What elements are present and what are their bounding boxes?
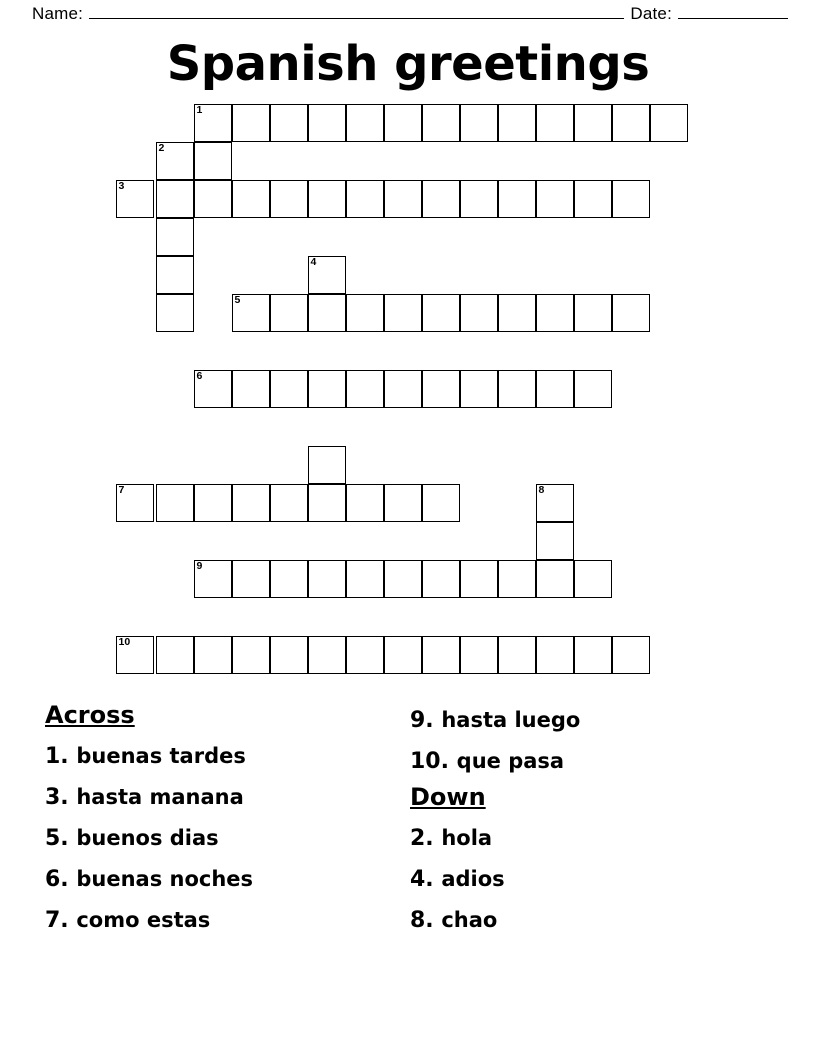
crossword-cell[interactable]: [384, 104, 422, 142]
crossword-grid: [0, 104, 816, 694]
crossword-cell[interactable]: [574, 104, 612, 142]
clue-list: [45, 700, 775, 950]
crossword-cell[interactable]: [536, 522, 574, 560]
clue-text: chao: [441, 908, 498, 932]
crossword-cell[interactable]: [460, 560, 498, 598]
clue-text: adios: [441, 867, 505, 891]
crossword-cell[interactable]: [422, 104, 460, 142]
crossword-cell[interactable]: [384, 180, 422, 218]
clue-column-right: [410, 700, 765, 941]
crossword-cell[interactable]: [346, 180, 384, 218]
clue-text: hasta manana: [76, 785, 244, 809]
crossword-cell[interactable]: [498, 636, 536, 674]
clue-text: hola: [441, 826, 493, 850]
crossword-cell[interactable]: [270, 370, 308, 408]
crossword-cell[interactable]: [194, 142, 232, 180]
clue-text: que pasa: [456, 749, 565, 773]
clue-number: 6.: [45, 867, 69, 892]
date-write-line[interactable]: [678, 6, 788, 19]
crossword-cell[interactable]: [384, 370, 422, 408]
crossword-cell[interactable]: [498, 370, 536, 408]
crossword-cell[interactable]: [156, 294, 194, 332]
crossword-cell[interactable]: [574, 294, 612, 332]
crossword-cell[interactable]: [156, 142, 194, 180]
crossword-cell[interactable]: [308, 560, 346, 598]
crossword-cell[interactable]: [346, 484, 384, 522]
cell-number: 9: [196, 560, 203, 572]
clue-number: 7.: [45, 908, 69, 933]
crossword-cell[interactable]: [536, 484, 574, 522]
clue-number: 8.: [410, 908, 434, 933]
crossword-cell[interactable]: [194, 370, 232, 408]
crossword-cell[interactable]: [270, 294, 308, 332]
crossword-cell[interactable]: [308, 294, 346, 332]
crossword-cell[interactable]: [308, 446, 346, 484]
crossword-cell[interactable]: [116, 180, 154, 218]
cell-number: 2: [158, 142, 165, 154]
crossword-cell[interactable]: [232, 180, 270, 218]
crossword-cell[interactable]: [384, 294, 422, 332]
clue-item: [45, 777, 400, 818]
crossword-cell[interactable]: [194, 560, 232, 598]
crossword-cell[interactable]: [612, 104, 650, 142]
cell-number: 4: [310, 256, 317, 268]
crossword-cell[interactable]: [308, 104, 346, 142]
crossword-cell[interactable]: [232, 560, 270, 598]
crossword-cell[interactable]: [194, 104, 232, 142]
clue-text: como estas: [76, 908, 211, 932]
name-label: Name:: [32, 4, 84, 23]
clue-number: 5.: [45, 826, 69, 851]
crossword-cell[interactable]: [308, 636, 346, 674]
crossword-cell[interactable]: [536, 560, 574, 598]
crossword-cell[interactable]: [156, 180, 194, 218]
clue-number: 9.: [410, 708, 434, 733]
crossword-cell[interactable]: [536, 294, 574, 332]
clue-text: hasta luego: [441, 708, 581, 732]
crossword-cell[interactable]: [498, 294, 536, 332]
crossword-cell[interactable]: [422, 180, 460, 218]
clue-item: [410, 700, 765, 741]
crossword-cell[interactable]: [574, 560, 612, 598]
crossword-cell[interactable]: [270, 104, 308, 142]
page-title: Spanish greetings: [166, 36, 650, 92]
cell-number: 5: [234, 294, 241, 306]
clue-number: 2.: [410, 826, 434, 851]
crossword-cell[interactable]: [194, 636, 232, 674]
crossword-cell[interactable]: [574, 180, 612, 218]
crossword-cell[interactable]: [460, 370, 498, 408]
crossword-cell[interactable]: [346, 104, 384, 142]
crossword-cell[interactable]: [346, 560, 384, 598]
clue-text: buenos dias: [76, 826, 219, 850]
across-heading: Across: [45, 701, 135, 729]
crossword-cell[interactable]: [346, 370, 384, 408]
clue-column-left: [45, 700, 400, 941]
crossword-cell[interactable]: [536, 104, 574, 142]
crossword-cell[interactable]: [612, 294, 650, 332]
crossword-cell[interactable]: [308, 256, 346, 294]
crossword-cell[interactable]: [308, 484, 346, 522]
clue-item: [410, 859, 765, 900]
crossword-cell[interactable]: [116, 636, 154, 674]
clue-item: [45, 900, 400, 941]
crossword-cell[interactable]: [156, 218, 194, 256]
cell-number: 8: [538, 484, 545, 496]
clue-item: [410, 900, 765, 941]
crossword-cell[interactable]: [536, 636, 574, 674]
clue-item: [45, 859, 400, 900]
crossword-cell[interactable]: [308, 370, 346, 408]
crossword-cell[interactable]: [384, 560, 422, 598]
crossword-cell[interactable]: [270, 560, 308, 598]
crossword-cell[interactable]: [156, 256, 194, 294]
crossword-cell[interactable]: [460, 636, 498, 674]
crossword-cell[interactable]: [270, 180, 308, 218]
crossword-cell[interactable]: [422, 484, 460, 522]
crossword-cell[interactable]: [650, 104, 688, 142]
clue-item: [45, 736, 400, 777]
crossword-cell[interactable]: [232, 370, 270, 408]
clue-number: 1.: [45, 744, 69, 769]
clue-number: 3.: [45, 785, 69, 810]
crossword-cell[interactable]: [232, 636, 270, 674]
crossword-cell[interactable]: [574, 370, 612, 408]
crossword-cell[interactable]: [194, 484, 232, 522]
crossword-cell[interactable]: [460, 180, 498, 218]
clue-text: buenas noches: [76, 867, 254, 891]
clue-item: [45, 818, 400, 859]
clue-item: [410, 741, 765, 782]
crossword-cell[interactable]: [384, 484, 422, 522]
crossword-cell[interactable]: [384, 636, 422, 674]
clue-item: [410, 818, 765, 859]
worksheet-header: [32, 4, 788, 24]
crossword-cell[interactable]: [498, 104, 536, 142]
crossword-cell[interactable]: [460, 104, 498, 142]
crossword-cell[interactable]: [612, 636, 650, 674]
crossword-cell[interactable]: [536, 370, 574, 408]
crossword-cell[interactable]: [612, 180, 650, 218]
crossword-cell[interactable]: [422, 636, 460, 674]
clue-text: buenas tardes: [76, 744, 246, 768]
crossword-cell[interactable]: [498, 180, 536, 218]
crossword-cell[interactable]: [270, 636, 308, 674]
crossword-cell[interactable]: [156, 636, 194, 674]
crossword-cell[interactable]: [422, 560, 460, 598]
crossword-cell[interactable]: [308, 180, 346, 218]
clue-number: 10.: [410, 749, 449, 774]
crossword-cell[interactable]: [116, 484, 154, 522]
crossword-cell[interactable]: [422, 370, 460, 408]
crossword-cell[interactable]: [536, 180, 574, 218]
crossword-cell[interactable]: [232, 104, 270, 142]
date-label: Date:: [630, 4, 672, 23]
clue-number: 4.: [410, 867, 434, 892]
crossword-cell[interactable]: [194, 180, 232, 218]
crossword-cell[interactable]: [346, 636, 384, 674]
crossword-cell[interactable]: [460, 294, 498, 332]
crossword-cell[interactable]: [422, 294, 460, 332]
crossword-cell[interactable]: [574, 636, 612, 674]
cell-number: 6: [196, 370, 203, 382]
cell-number: 3: [118, 180, 125, 192]
cell-number: 10: [118, 636, 131, 648]
crossword-cell[interactable]: [232, 294, 270, 332]
crossword-cell[interactable]: [270, 484, 308, 522]
crossword-cell[interactable]: [346, 294, 384, 332]
crossword-cell[interactable]: [232, 484, 270, 522]
cell-number: 7: [118, 484, 125, 496]
down-heading: Down: [410, 783, 486, 811]
crossword-cell[interactable]: [498, 560, 536, 598]
name-write-line[interactable]: [89, 6, 624, 19]
cell-number: 1: [196, 104, 203, 116]
crossword-cell[interactable]: [156, 484, 194, 522]
